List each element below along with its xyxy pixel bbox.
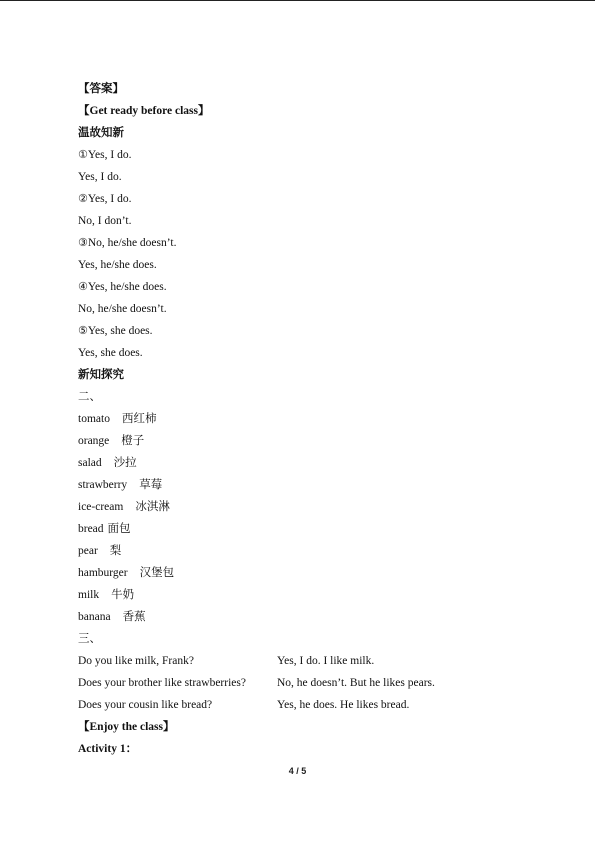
vocab-item <box>78 540 538 562</box>
vocab-english: orange <box>78 435 110 447</box>
vocab-english: pear <box>78 545 98 557</box>
vocab-item <box>78 474 538 496</box>
answer-text: Yes, I do. <box>78 171 122 183</box>
answer-text: Yes, she does. <box>87 325 153 337</box>
vocab-chinese: 草莓 <box>139 479 163 491</box>
answer-text: Yes, he/she does. <box>78 259 157 271</box>
vocab-chinese: 汉堡包 <box>139 567 175 579</box>
review-item <box>78 232 538 254</box>
part-two-label: 二、 <box>78 391 101 403</box>
review-item <box>78 166 538 188</box>
section-subtitle-explore: 新知探究 <box>78 369 124 381</box>
vocab-chinese: 面包 <box>107 523 131 535</box>
vocab-chinese: 梨 <box>109 545 122 557</box>
review-item <box>78 210 538 232</box>
dialogue-question: Does your cousin like bread? <box>78 699 213 711</box>
review-item <box>78 144 538 166</box>
review-item <box>78 276 538 298</box>
document-body <box>78 78 538 760</box>
review-item <box>78 298 538 320</box>
vocab-chinese: 牛奶 <box>111 589 135 601</box>
item-number: ① <box>78 148 88 161</box>
vocab-english: tomato <box>78 413 110 425</box>
dialogue-answer: No, he doesn’t. But he likes pears. <box>277 677 435 689</box>
item-number: ④ <box>78 280 88 293</box>
answer-text: Yes, I do. <box>87 149 132 161</box>
vocab-chinese: 橙子 <box>121 435 145 447</box>
answer-text: No, he/she doesn’t. <box>78 303 167 315</box>
vocab-item <box>78 584 538 606</box>
review-item <box>78 320 538 342</box>
answer-text: Yes, he/she does. <box>87 281 167 293</box>
vocab-english: milk <box>78 589 100 601</box>
dialogue-row <box>78 694 538 716</box>
section-title-enjoy-class: 【Enjoy the class】 <box>78 721 175 733</box>
vocab-english: ice-cream <box>78 501 124 513</box>
vocab-item <box>78 430 538 452</box>
vocab-english: strawberry <box>78 479 128 491</box>
answer-text: No, I don’t. <box>78 215 132 227</box>
item-number: ③ <box>78 236 88 249</box>
answer-text: Yes, she does. <box>78 347 143 359</box>
vocab-item <box>78 452 538 474</box>
vocab-chinese: 香蕉 <box>122 611 146 623</box>
dialogue-answer: Yes, he does. He likes bread. <box>277 699 410 711</box>
vocab-item <box>78 518 538 540</box>
answer-text: No, he/she doesn’t. <box>87 237 177 249</box>
section-title-get-ready: 【Get ready before class】 <box>78 105 210 117</box>
vocab-english: hamburger <box>78 567 128 579</box>
review-item <box>78 342 538 364</box>
activity-label: Activity 1： <box>78 743 138 755</box>
answer-text: Yes, I do. <box>87 193 132 205</box>
dialogue-answer: Yes, I do. I like milk. <box>277 655 375 667</box>
vocab-item <box>78 496 538 518</box>
vocab-chinese: 西红柿 <box>121 413 157 425</box>
vocab-item <box>78 408 538 430</box>
vocab-english: banana <box>78 611 111 623</box>
answer-label: 【答案】 <box>78 83 124 95</box>
vocab-chinese: 冰淇淋 <box>135 501 170 513</box>
item-number: ⑤ <box>78 324 88 337</box>
item-number: ② <box>78 192 88 205</box>
part-three-label: 三、 <box>78 633 101 645</box>
vocab-item <box>78 606 538 628</box>
top-rule <box>0 0 595 1</box>
vocab-english: bread <box>78 523 104 535</box>
dialogue-question: Does your brother like strawberries? <box>78 677 246 689</box>
dialogue-question: Do you like milk, Frank? <box>78 655 194 667</box>
section-subtitle-review: 温故知新 <box>78 127 124 139</box>
dialogue-row <box>78 672 538 694</box>
dialogue-row <box>78 650 538 672</box>
page-number: 4 / 5 <box>288 766 307 776</box>
review-item <box>78 254 538 276</box>
review-item <box>78 188 538 210</box>
vocab-item <box>78 562 538 584</box>
vocab-chinese: 沙拉 <box>113 457 137 469</box>
vocab-english: salad <box>78 457 102 469</box>
